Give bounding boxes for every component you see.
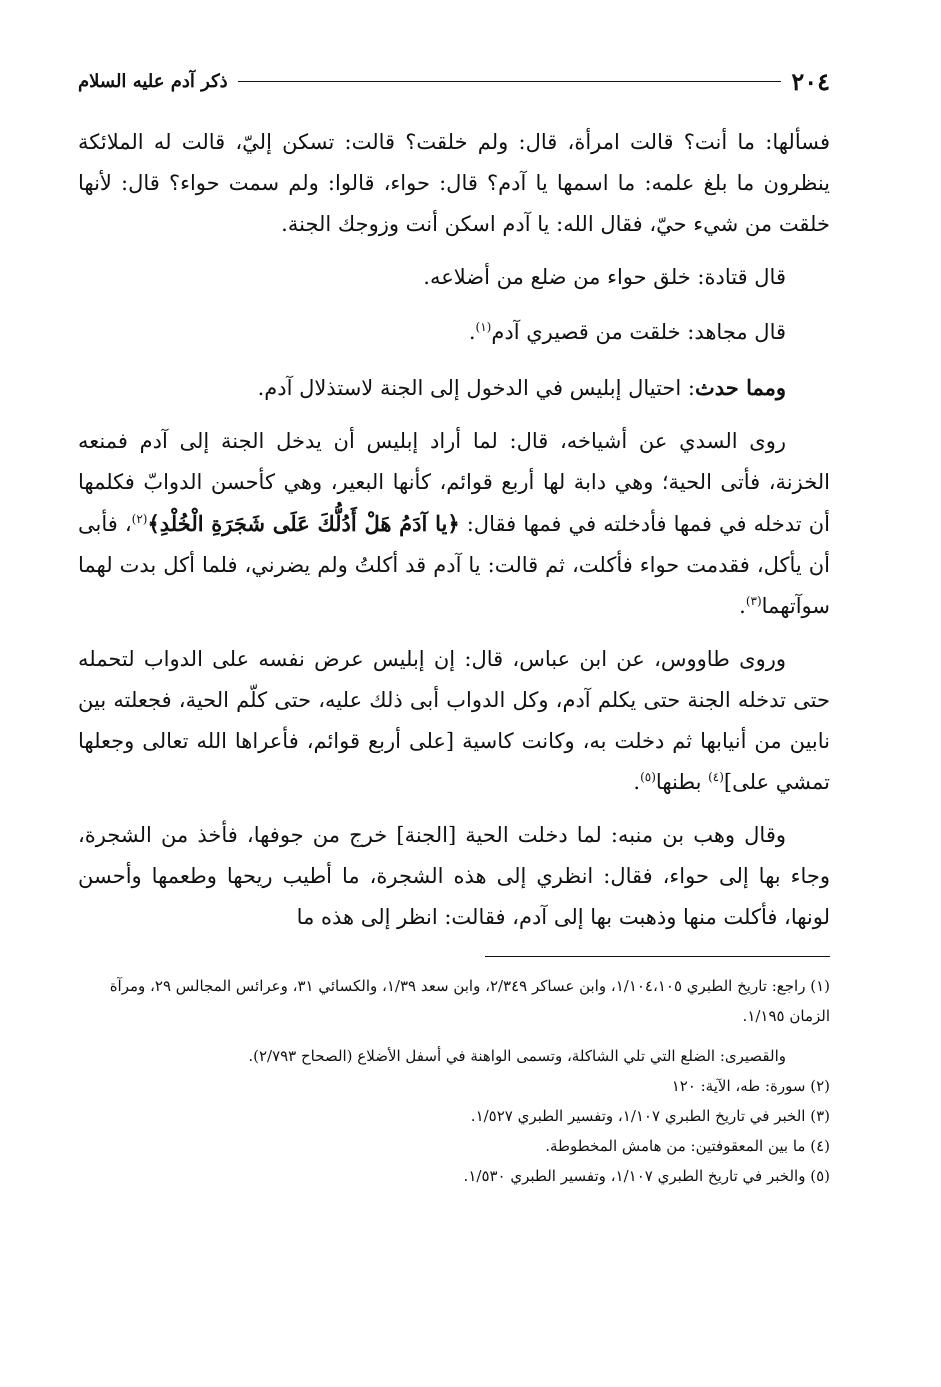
suddi-end: . bbox=[739, 594, 746, 618]
footnote-ref-2: (٢) bbox=[131, 512, 148, 526]
paragraph-iblis-heading bbox=[78, 367, 830, 409]
paragraph-qatada: قال قتادة: خلق حواء من ضلع من أضلاعه. bbox=[423, 265, 786, 289]
suddi-text-a: روى السدي عن أشياخه، قال: لما أراد إبليس أن يدخل الجنة إلى آدم فمنعه الخزنة، فأتى الحية؛ وهي دابة لها أربع قوائم، كأنها البعير، وهي كأحسن الدوابّ فكلمها أن تدخله في فمها فأدخلته في فمها فقال: bbox=[78, 429, 830, 536]
paragraph-suddi bbox=[78, 421, 830, 627]
tawus-text-a: وروى طاووس، عن ابن عباس، قال: إن إبليس عرض نفسه على الدواب لتحمله حتى تدخله الجنة حتى يكلم آدم، وكل الدواب أبى ذلك عليه، حتى كلّم الحية، فجعلته بين نابين من أنيابها ثم دخلت به، وكانت كاسية [على أربع قوائم، فأعراها الله تعالى وجعلها تمشي على] bbox=[78, 647, 830, 794]
footnote-ref-4: (٤) bbox=[708, 770, 724, 784]
footnote-ref-3: (٣) bbox=[745, 594, 762, 608]
running-title: ذكر آدم عليه السلام bbox=[78, 70, 228, 92]
footnote-1: (١) راجع: تاريخ الطبري ١/١٠٤،١٠٥، وابن عساكر ٢/٣٤٩، وابن سعد ١/٣٩، والكسائي ٣١، وعرائس المجالس ٢٩، ومرآة الزمان ١/١٩٥. bbox=[109, 977, 830, 1025]
main-text bbox=[78, 122, 830, 938]
footnote-1-note: والقصيرى: الضلع التي تلي الشاكلة، وتسمى الواهنة في أسفل الأضلاع (الصحاح ٢/٧٩٣). bbox=[248, 1047, 786, 1065]
footnotes bbox=[78, 971, 830, 1191]
suddi-text-b: ، فأبى أن يأكل، فقدمت حواء فأكلت، ثم قالت: يا آدم قد أكلتُ ولم يضرني، فلما أكل بدت لهما سوآتهما bbox=[78, 512, 830, 618]
paragraph-wahb: وقال وهب بن منبه: لما دخلت الحية [الجنة] خرج من جوفها، فأخذ من الشجرة، وجاء بها إلى حواء، فقال: انظري إلى هذه الشجرة، ما أطيب ريحها وطعمها وأحسن لونها، فأكلت منها وذهبت بها إلى آدم، فقالت: انظر إلى هذه ما bbox=[78, 823, 830, 929]
tawus-end: . bbox=[633, 770, 641, 794]
page-number: ٢٠٤ bbox=[791, 66, 830, 96]
page-header bbox=[78, 62, 830, 100]
footnote-5: (٥) والخبر في تاريخ الطبري ١/١٠٧، وتفسير الطبري ١/٥٣٠. bbox=[463, 1167, 830, 1185]
footnote-ref-1: (١) bbox=[475, 320, 492, 334]
paragraph-mujahid bbox=[78, 312, 830, 353]
footnote-4: (٤) ما بين المعقوفتين: من هامش المخطوطة. bbox=[545, 1137, 830, 1155]
footnote-3: (٣) الخبر في تاريخ الطبري ١/١٠٧، وتفسير الطبري ١/٥٢٧. bbox=[470, 1107, 830, 1125]
paragraph-tawus bbox=[78, 639, 830, 803]
footnote-rule bbox=[485, 956, 830, 957]
footnote-ref-5: (٥) bbox=[640, 770, 656, 784]
section-lead: ومما حدث bbox=[694, 375, 786, 400]
section-lead-text: : احتيال إبليس في الدخول إلى الجنة لاستذلال آدم. bbox=[257, 376, 695, 400]
mujahid-end: . bbox=[468, 320, 476, 344]
header-rule bbox=[238, 81, 782, 82]
quran-verse: ﴿يا آدَمُ هَلْ أَدُلُّكَ عَلَى شَجَرَةِ الْخُلْدِ﴾ bbox=[147, 511, 460, 536]
tawus-text-b: بطنها bbox=[655, 770, 709, 794]
mujahid-text: قال مجاهد: خلقت من قصيري آدم bbox=[491, 320, 786, 344]
paragraph-1: فسألها: ما أنت؟ قالت امرأة، قال: ولم خلقت؟ قالت: تسكن إليّ، قالت له الملائكة ينظرون ما بلغ علمه: ما اسمها يا آدم؟ قال: حواء، قالوا: ولم سمت حواء؟ قال: لأنها خلقت من شيء حيّ، فقال الله: يا آدم اسكن أنت وزوجك الجنة. bbox=[78, 130, 830, 236]
footnote-2: (٢) سورة: طه، الآية: ١٢٠ bbox=[671, 1077, 830, 1095]
book-page bbox=[78, 62, 830, 1352]
